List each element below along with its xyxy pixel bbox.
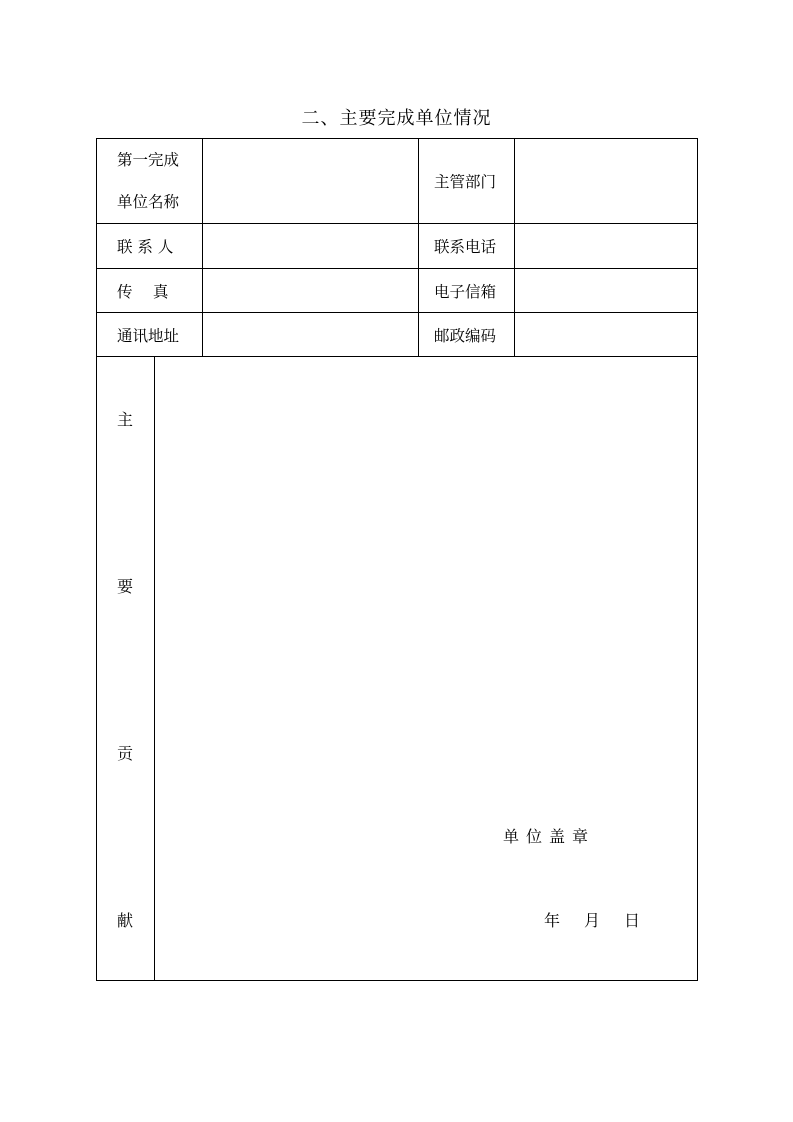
unit-name-field[interactable] — [203, 139, 419, 224]
contribution-char-2: 要 — [117, 577, 134, 596]
page-title: 二、主要完成单位情况 — [301, 108, 492, 129]
email-label: 电子信箱 — [419, 269, 515, 313]
contribution-char-1: 主 — [117, 410, 134, 429]
contribution-field[interactable] — [155, 357, 698, 981]
row-address — [97, 313, 698, 357]
contribution-char-4: 献 — [117, 911, 134, 930]
contact-label: 联 系 人 — [97, 224, 203, 269]
contact-field[interactable] — [203, 224, 419, 269]
postcode-label: 邮政编码 — [419, 313, 515, 357]
supervisor-label: 主管部门 — [419, 139, 515, 224]
contribution-char-3: 贡 — [117, 744, 134, 763]
row-fax — [97, 269, 698, 313]
row-unit-name — [97, 139, 698, 224]
date-month: 月 — [584, 911, 601, 930]
row-contribution — [97, 357, 698, 981]
row-contact — [97, 224, 698, 269]
unit-info-table — [96, 138, 698, 981]
unit-name-label-line2: 单位名称 — [117, 193, 180, 211]
fax-field[interactable] — [203, 269, 419, 313]
date-day: 日 — [624, 911, 641, 930]
address-field[interactable] — [203, 313, 419, 357]
unit-seal-label: 单位盖章 — [503, 827, 596, 846]
postcode-field[interactable] — [515, 313, 698, 357]
phone-field[interactable] — [515, 224, 698, 269]
address-label: 通讯地址 — [97, 313, 203, 357]
email-field[interactable] — [515, 269, 698, 313]
date-year: 年 — [544, 911, 561, 930]
supervisor-field[interactable] — [515, 139, 698, 224]
contribution-label — [97, 357, 155, 981]
phone-label: 联系电话 — [419, 224, 515, 269]
unit-name-label — [97, 139, 203, 224]
fax-label: 传 真 — [97, 269, 203, 313]
unit-name-label-line1: 第一完成 — [117, 151, 180, 169]
